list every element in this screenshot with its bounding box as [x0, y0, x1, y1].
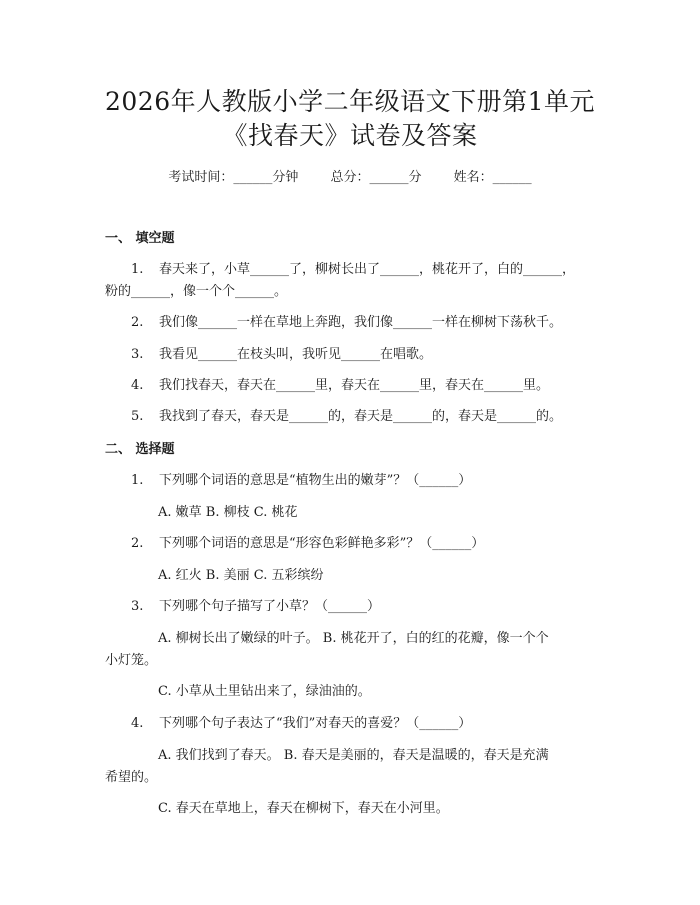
question-text: 我找到了春天，春天是______的，春天是______的，春天是______的。	[159, 409, 563, 424]
fill-question-5	[131, 407, 562, 427]
exam-time-field: 考试时间：______分钟	[168, 170, 299, 185]
choice-question-3-options-ab: A. 柳树长出了嫩绿的叶子。 B. 桃花开了，白的红的花瓣，像一个个	[158, 631, 549, 646]
exam-meta	[0, 168, 700, 188]
choice-question-4-options-ab-continued: 希望的。	[105, 770, 158, 785]
choice-question-2	[131, 534, 484, 554]
fill-question-4	[131, 376, 549, 396]
question-text: 我们像______一样在草地上奔跑，我们像______一样在柳树下荡秋千。	[159, 315, 563, 330]
question-number: 4.	[131, 716, 144, 731]
fill-question-1	[131, 260, 575, 280]
question-number: 3.	[131, 347, 144, 362]
student-name-field: 姓名：______	[453, 170, 532, 185]
question-number: 1.	[131, 473, 144, 488]
question-text: 下列哪个句子描写了小草？（______）	[159, 599, 381, 614]
section-heading-multiple-choice: 二、 选择题	[105, 442, 175, 457]
fill-question-1-continued: 粉的______，像一个个______。	[105, 284, 288, 299]
exam-title-line1: 2026年人教版小学二年级语文下册第1单元	[104, 87, 596, 116]
choice-question-4-options-ab: A. 我们找到了春天。 B. 春天是美丽的，春天是温暖的，春天是充满	[158, 748, 549, 763]
exam-title-line2: 《找春天》试卷及答案	[222, 121, 478, 150]
question-text: 下列哪个句子表达了“我们”对春天的喜爱？（______）	[159, 716, 472, 731]
total-score-field: 总分：______分	[330, 170, 422, 185]
choice-question-2-options: A. 红火 B. 美丽 C. 五彩缤纷	[158, 568, 324, 583]
question-text: 我们找春天，春天在______里，春天在______里，春天在______里。	[159, 378, 550, 393]
question-number: 1.	[131, 262, 144, 277]
choice-question-3-options-ab-continued: 小灯笼。	[105, 653, 158, 668]
question-number: 5.	[131, 409, 144, 424]
fill-question-3	[131, 345, 432, 365]
question-number: 3.	[131, 599, 144, 614]
question-number: 2.	[131, 315, 144, 330]
choice-question-4	[131, 714, 471, 734]
question-text: 下列哪个词语的意思是“形容色彩鲜艳多彩”？（______）	[159, 536, 485, 551]
choice-question-1-options: A. 嫩草 B. 柳枝 C. 桃花	[158, 505, 298, 520]
question-text: 下列哪个词语的意思是“植物生出的嫩芽”？（______）	[159, 473, 472, 488]
question-text: 我看见______在枝头叫，我听见______在唱歌。	[159, 347, 433, 362]
fill-question-2	[131, 313, 562, 333]
choice-question-3	[131, 597, 380, 617]
choice-question-3-option-c: C. 小草从土里钻出来了，绿油油的。	[158, 684, 371, 699]
choice-question-1	[131, 471, 471, 491]
question-text: 春天来了，小草______了，柳树长出了______，桃花开了，白的______，	[159, 262, 576, 277]
question-number: 2.	[131, 536, 144, 551]
section-heading-fill-blank: 一、 填空题	[105, 231, 175, 246]
choice-question-4-option-c: C. 春天在草地上，春天在柳树下，春天在小河里。	[158, 801, 449, 816]
question-number: 4.	[131, 378, 144, 393]
